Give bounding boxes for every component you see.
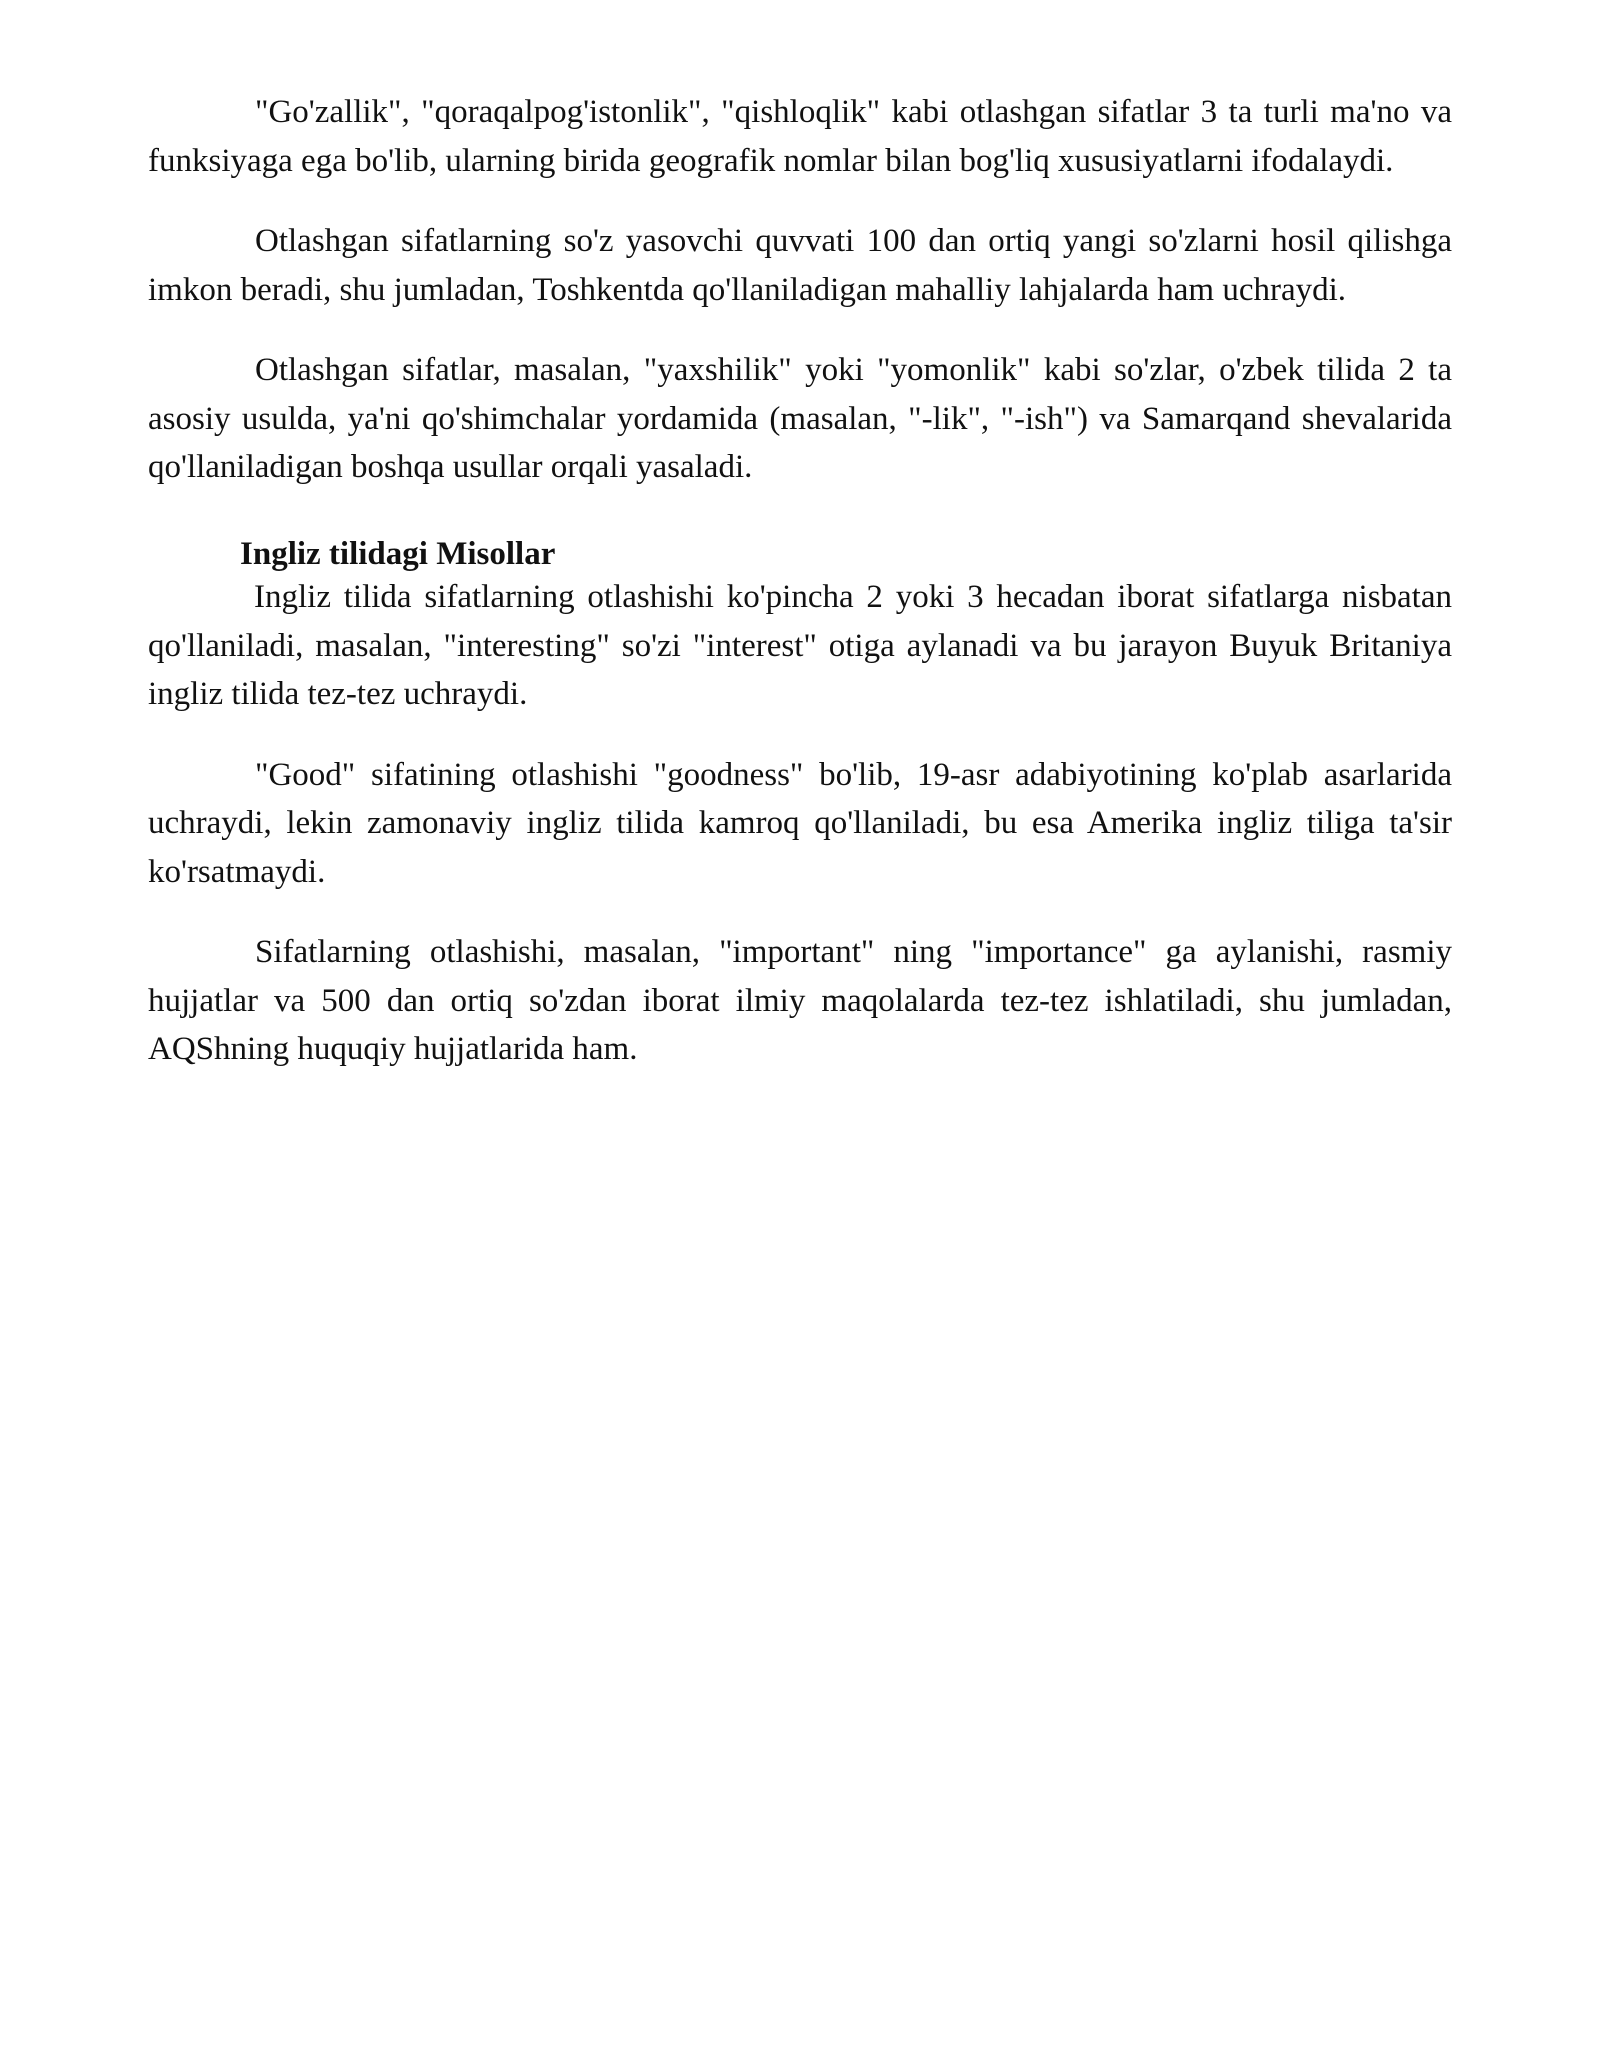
- paragraph-intro-2: Otlashgan sifatlarning so'z yasovchi quvvati 100 dan ortiq yangi so'zlarni hosil qilishga imkon beradi, shu jumladan, Toshkentda qo'llaniladigan mahalliy lahjalarda ham uchraydi.: [148, 223, 1452, 308]
- paragraph-intro-1: "Go'zallik", "qoraqalpog'istonlik", "qishloqlik" kabi otlashgan sifatlar 3 ta turli ma'no va funksiyaga ega bo'lib, ularning birida geografik nomlar bilan bog'liq xususiyatlarni ifodalaydi.: [148, 94, 1452, 179]
- paragraph-intro-3: Otlashgan sifatlar, masalan, "yaxshilik" yoki "yomonlik" kabi so'zlar, o'zbek tilida 2 ta asosiy usulda, ya'ni qo'shimchalar yordamida (masalan, "-lik", "-ish") va Samarqand shevalarida qo'llaniladigan boshqa usullar orqali yasaladi.: [148, 352, 1452, 485]
- paragraph-section-3: Sifatlarning otlashishi, masalan, "important" ning "importance" ga aylanishi, rasmiy hujjatlar va 500 dan ortiq so'zdan iborat ilmiy maqolalarda tez-tez ishlatiladi, shu jumladan, AQShning huquqiy hujjatlarida ham.: [148, 934, 1452, 1067]
- section-heading: Ingliz tilidagi Misollar: [240, 535, 556, 572]
- paragraph-section-2: "Good" sifatining otlashishi "goodness" bo'lib, 19-asr adabiyotining ko'plab asarlarida uchraydi, lekin zamonaviy ingliz tilida kamroq qo'llaniladi, bu esa Amerika ingliz tiliga ta'sir ko'rsatmaydi.: [148, 756, 1452, 890]
- paragraph-section-1: Ingliz tilida sifatlarning otlashishi ko'pincha 2 yoki 3 hecadan iborat sifatlarga nisbatan qo'llaniladi, masalan, "interesting" so'zi "interest" otiga aylanadi va bu jarayon Buyuk Britaniya ingliz tilida tez-tez uchraydi.: [148, 579, 1452, 712]
